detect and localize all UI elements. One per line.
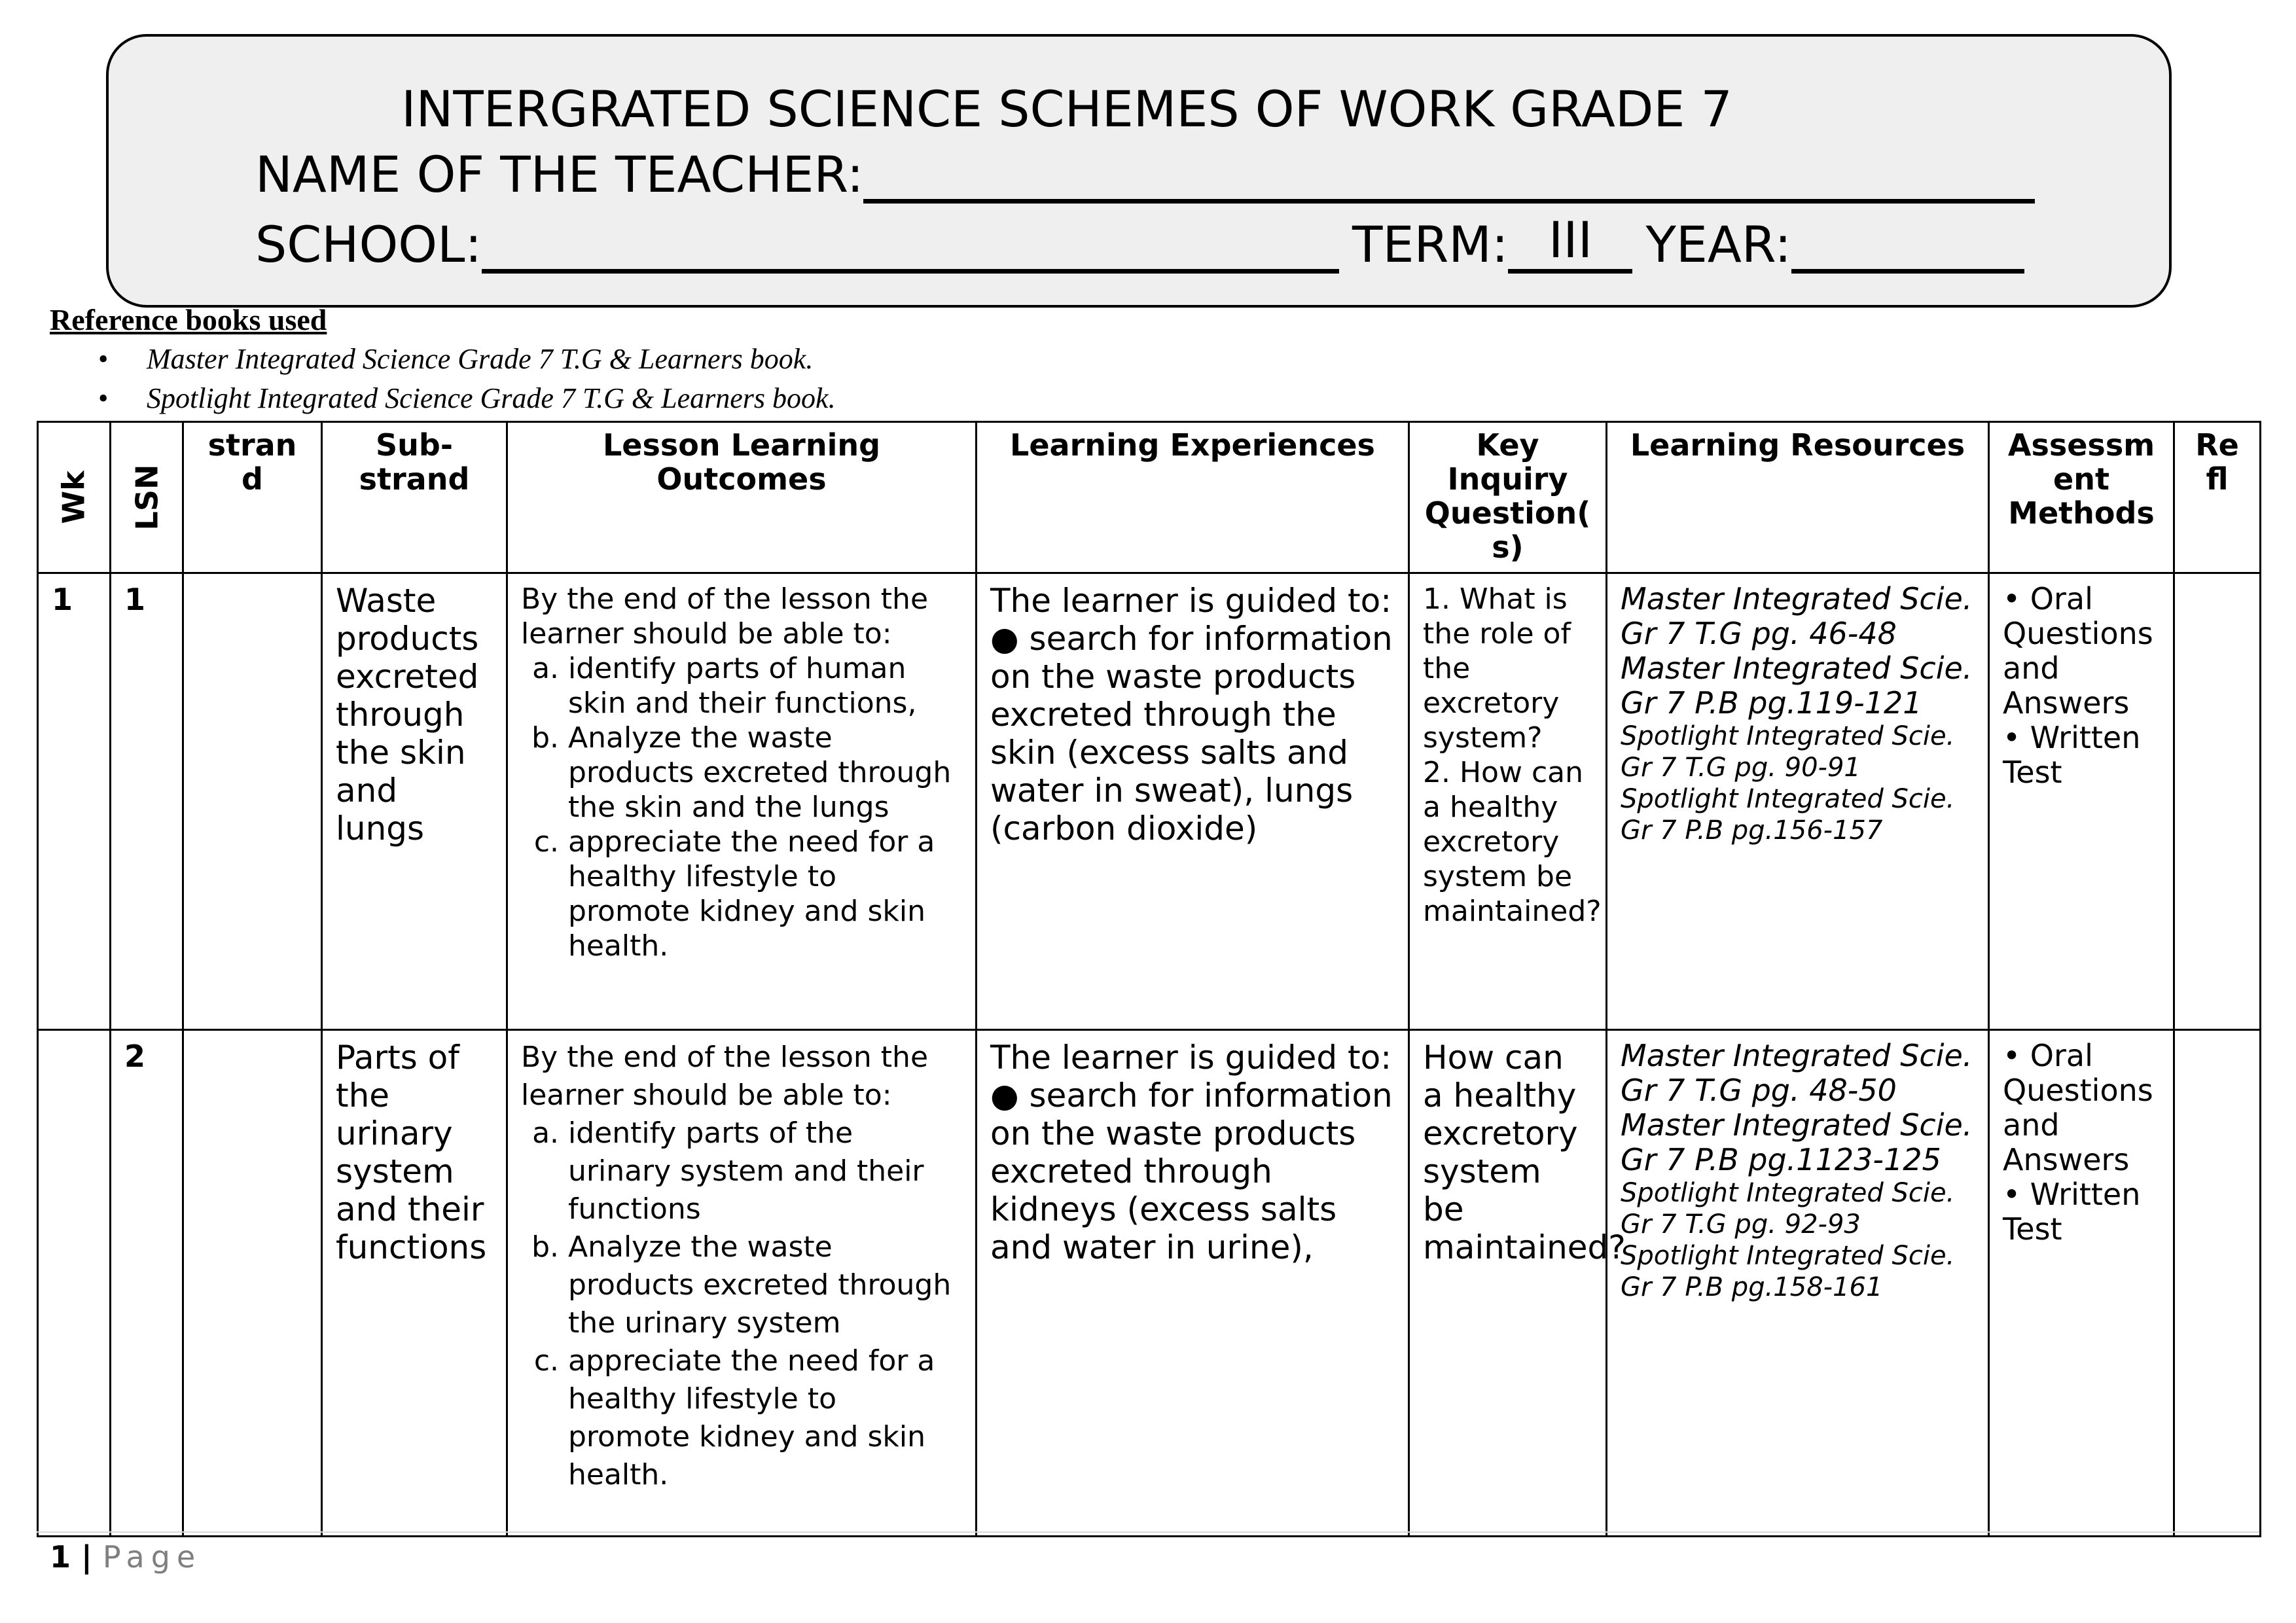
- resource-item: Spotlight Integrated Scie. Gr 7 T.G pg. 92-93: [1621, 1178, 1955, 1240]
- reference-item: • Master Integrated Science Grade 7 T.G & Learners book.: [147, 340, 836, 379]
- cell-sub-strand: Waste products excreted through the skin and lungs: [322, 573, 507, 1030]
- outcome-item: b. Analyze the waste products excreted through the skin and the lungs: [568, 721, 962, 825]
- cell-sub-strand: Parts of the urinary system and their functions: [322, 1030, 507, 1537]
- outcomes-intro: By the end of the lesson the learner should be able to:: [521, 582, 929, 651]
- cell-resources: [1607, 573, 1989, 1030]
- table-row: [38, 1030, 2261, 1537]
- cell-strand: [183, 573, 322, 1030]
- cell-strand: [183, 1030, 322, 1537]
- inquiry-question: 1. What is the role of the excretory system?: [1423, 582, 1571, 755]
- outcome-item: a. identify parts of human skin and their functions,: [568, 651, 962, 721]
- scheme-of-work-table: [37, 421, 2261, 1537]
- outcome-item: c. appreciate the need for a healthy lifestyle to promote kidney and skin health.: [568, 1342, 962, 1494]
- outcomes-list: [521, 651, 962, 963]
- cell-assessment: [1989, 1030, 2174, 1537]
- header-lsn: LSN: [111, 422, 183, 573]
- resource-item: Master Integrated Scie. Gr 7 P.B pg.1123-125: [1621, 1107, 1973, 1177]
- assessment-item: • Oral Questions and Answers: [2003, 1038, 2153, 1177]
- footer-divider: [37, 1531, 2259, 1533]
- cell-assessment: [1989, 573, 2174, 1030]
- assessment-item: • Written Test: [2003, 1177, 2141, 1247]
- header-experiences: Learning Experiences: [977, 422, 1409, 573]
- outcome-item: b. Analyze the waste products excreted through the urinary system: [568, 1228, 962, 1342]
- cell-inquiry: [1409, 1030, 1626, 1537]
- cell-wk: 1: [38, 573, 111, 1030]
- cell-outcomes: [507, 573, 977, 1030]
- resource-item: Spotlight Integrated Scie. Gr 7 P.B pg.158-161: [1621, 1241, 1955, 1302]
- header-strand: stran d: [183, 422, 322, 573]
- experience-intro: The learner is guided to:: [990, 1039, 1392, 1077]
- resource-item: Master Integrated Scie. Gr 7 P.B pg.119-121: [1621, 651, 1973, 721]
- outcomes-intro: By the end of the lesson the learner should be able to:: [521, 1041, 929, 1112]
- year-label: YEAR:: [1645, 215, 1791, 274]
- header-inquiry: Key Inquiry Question( s): [1409, 422, 1607, 573]
- page-footer: [50, 1539, 202, 1575]
- cell-reflection: [2174, 573, 2261, 1030]
- cell-outcomes: [507, 1030, 977, 1537]
- teacher-label: NAME OF THE TEACHER:: [255, 145, 864, 204]
- footer-separator: |: [71, 1539, 103, 1575]
- document-title: INTERGRATED SCIENCE SCHEMES OF WORK GRADE 7: [401, 80, 1732, 138]
- reference-list: [50, 340, 836, 418]
- resource-item: Spotlight Integrated Scie. Gr 7 P.B pg.156-157: [1621, 784, 1955, 846]
- inquiry-question: 2. How can a healthy excretory system be maintained?: [1423, 756, 1602, 928]
- assessment-item: • Oral Questions and Answers: [2003, 581, 2153, 721]
- cell-inquiry: [1409, 573, 1607, 1030]
- outcome-item: c. appreciate the need for a healthy lifestyle to promote kidney and skin health.: [568, 825, 962, 963]
- header-reflection: Re fl: [2174, 422, 2261, 573]
- reference-item: • Spotlight Integrated Science Grade 7 T.G & Learners book.: [147, 379, 836, 418]
- page-word: Page: [102, 1539, 202, 1575]
- teacher-line: [255, 145, 2035, 204]
- header-row: [38, 422, 2261, 573]
- cell-resources: [1607, 1030, 1989, 1537]
- experience-intro: The learner is guided to:: [990, 582, 1392, 620]
- term-value: III: [1508, 211, 1632, 274]
- reference-books-title: Reference books used: [50, 303, 327, 336]
- cell-lsn: 2: [111, 1030, 183, 1537]
- inquiry-question: How can a healthy excretory system be maintained?: [1423, 1039, 1626, 1266]
- cell-wk: [38, 1030, 111, 1537]
- cell-lsn: 1: [111, 573, 183, 1030]
- resource-item: Master Integrated Scie. Gr 7 T.G pg. 46-48: [1621, 581, 1973, 651]
- outcome-item: a. identify parts of the urinary system and their functions: [568, 1115, 962, 1228]
- school-label: SCHOOL:: [255, 215, 482, 274]
- assessment-item: • Written Test: [2003, 720, 2141, 790]
- resource-item: Master Integrated Scie. Gr 7 T.G pg. 48-50: [1621, 1038, 1973, 1108]
- experience-item: ● search for information on the waste products excreted through kidneys (excess salts and water in urine),: [990, 1077, 1395, 1266]
- experience-item: ● search for information on the waste products excreted through the skin (excess salts and water in sweat), lungs (carbon dioxide): [990, 620, 1395, 847]
- outcomes-list: [521, 1115, 962, 1494]
- header-resources: Learning Resources: [1607, 422, 1989, 573]
- teacher-name-blank[interactable]: [863, 149, 2035, 204]
- header-sub-strand: Sub- strand: [322, 422, 507, 573]
- header-wk: Wk: [38, 422, 111, 573]
- year-blank[interactable]: [1791, 219, 2024, 274]
- reference-books: [50, 302, 836, 418]
- header-outcomes: Lesson Learning Outcomes: [507, 422, 977, 573]
- header-box: [106, 34, 2172, 308]
- school-name-blank[interactable]: [482, 219, 1339, 274]
- header-assessment: Assessm ent Methods: [1989, 422, 2174, 573]
- cell-reflection: [2174, 1030, 2261, 1537]
- school-line: [255, 211, 2024, 274]
- table-row: [38, 573, 2261, 1030]
- resource-item: Spotlight Integrated Scie. Gr 7 T.G pg. 90-91: [1621, 721, 1955, 783]
- cell-experiences: [977, 573, 1409, 1030]
- page-number: 1: [50, 1539, 71, 1575]
- cell-experiences: [977, 1030, 1409, 1537]
- term-label: TERM:: [1352, 215, 1509, 274]
